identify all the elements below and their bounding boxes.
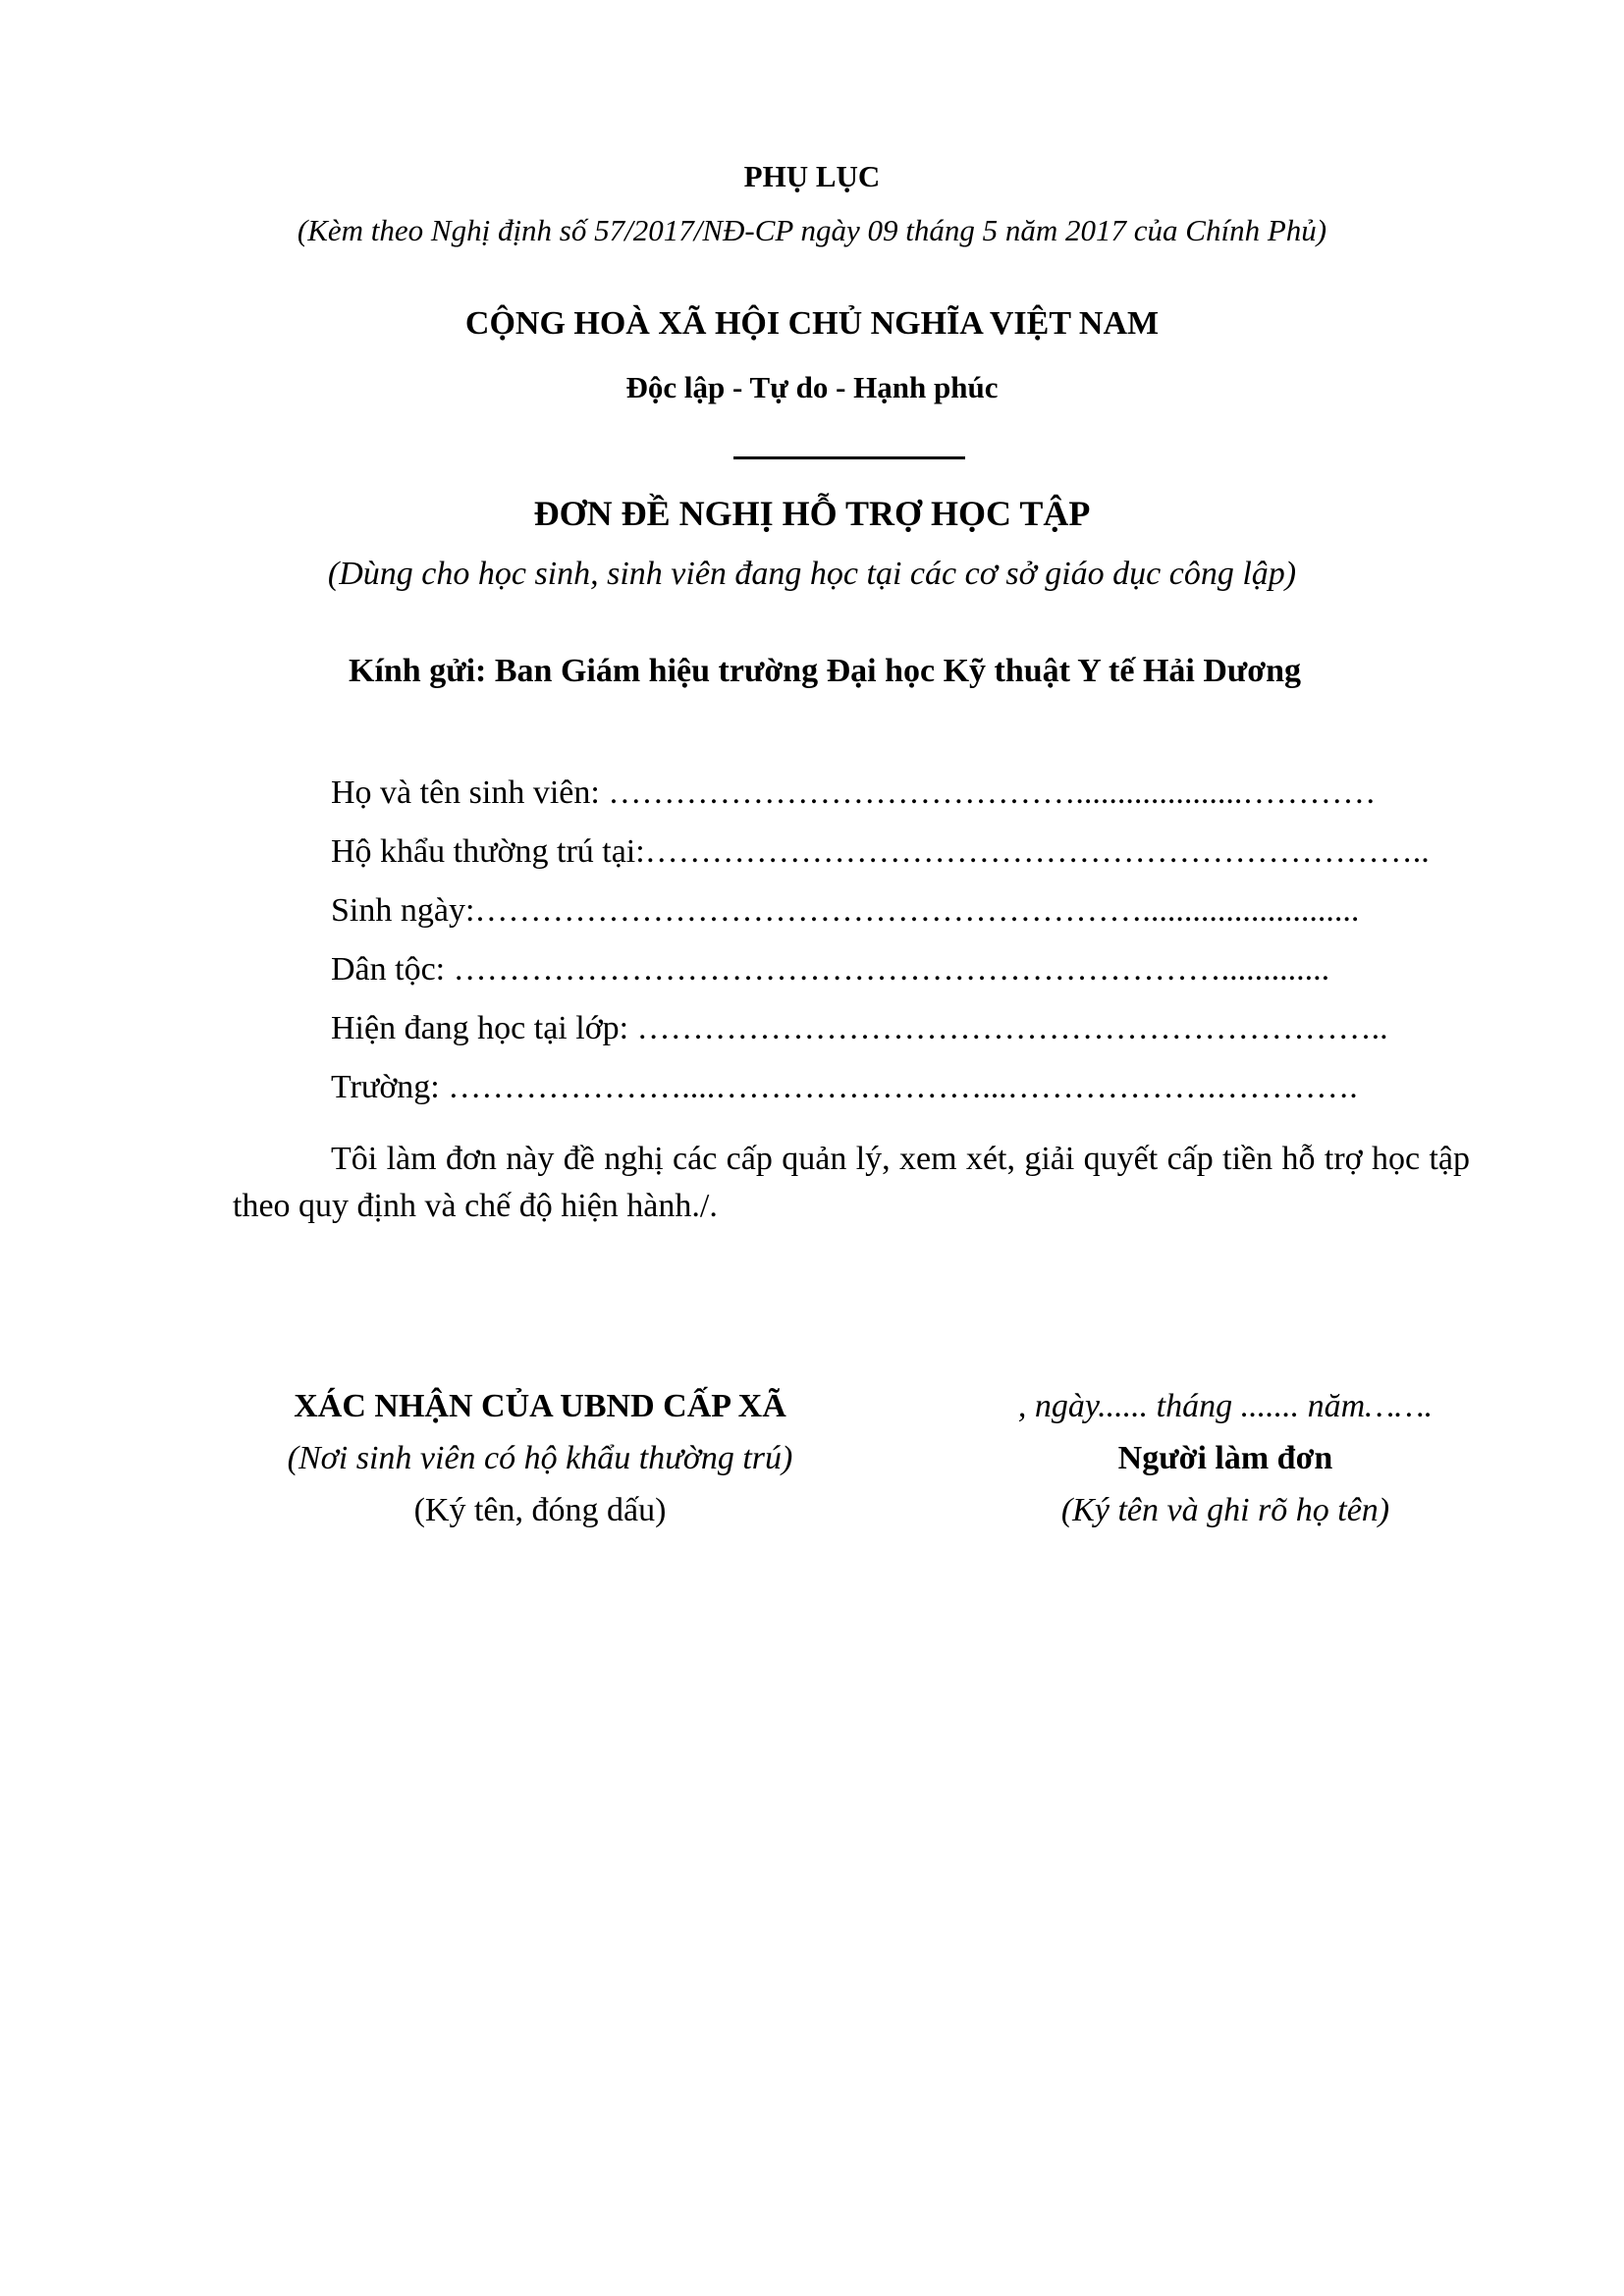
date-line: , ngày...... tháng ....... năm……. (1017, 1388, 1434, 1424)
commune-sign-instruction: (Ký tên, đóng dấu) (413, 1492, 667, 1528)
appendix-note: (Kèm theo Nghị định số 57/2017/NĐ-CP ngày 09 tháng 5 năm 2017 của Chính Phủ) (297, 213, 1327, 247)
appendix-title: PHỤ LỤC (743, 159, 881, 193)
form-subtitle: (Dùng cho học sinh, sinh viên đang học tại các cơ sở giáo dục công lập) (327, 556, 1297, 592)
field-label: Sinh ngày: (331, 894, 475, 928)
request-paragraph: Tôi làm đơn này đề nghị các cấp quản lý, xem xét, giải quyết cấp tiền hỗ trợ học tập theo quy định và chế độ hiện hành./. (233, 1141, 1470, 1224)
field-label: Hộ khẩu thường trú tại: (331, 835, 645, 869)
field-label: Hiện đang học tại lớp: (331, 1012, 637, 1045)
recipient-line: Kính gửi: Ban Giám hiệu trường Đại học Kỹ thuật Y tế Hải Dương (349, 653, 1302, 689)
field-class[interactable] (331, 1012, 1470, 1045)
field-label: Trường: (331, 1071, 449, 1104)
commune-confirmation-title: XÁC NHẬN CỦA UBND CẤP XÃ (294, 1388, 786, 1424)
country-heading: CỘNG HOÀ XÃ HỘI CHỦ NGHĨA VIỆT NAM (464, 305, 1160, 342)
field-permanent-address[interactable] (331, 835, 1470, 869)
field-label: Dân tộc: (331, 953, 454, 987)
applicant-sign-instruction: (Ký tên và ghi rõ họ tên) (1060, 1492, 1390, 1528)
field-full-name[interactable] (331, 776, 1470, 810)
commune-confirmation-note: (Nơi sinh viên có hộ khẩu thường trú) (287, 1440, 793, 1476)
applicant-title: Người làm đơn (1117, 1440, 1333, 1476)
heading-divider (733, 456, 965, 459)
motto: Độc lập - Tự do - Hạnh phúc (625, 370, 999, 404)
field-blank[interactable]: ……………………………………………………………............. (453, 953, 1330, 987)
field-label: Họ và tên sinh viên: (331, 776, 609, 810)
field-blank[interactable]: ………………………………………………………….. (636, 1012, 1388, 1045)
field-blank[interactable]: …………………………………………………………….. (644, 835, 1430, 869)
field-blank[interactable]: …………………....……………………...……………….…………. (448, 1071, 1358, 1104)
field-blank[interactable]: …………………………………………………….......................... (474, 894, 1360, 928)
field-blank[interactable]: ……………………………………....................………… (608, 776, 1377, 810)
field-birth-date[interactable] (331, 894, 1470, 928)
form-title: ĐƠN ĐỀ NGHỊ HỖ TRỢ HỌC TẬP (533, 494, 1091, 533)
field-school[interactable] (331, 1071, 1470, 1104)
field-ethnicity[interactable] (331, 953, 1470, 987)
